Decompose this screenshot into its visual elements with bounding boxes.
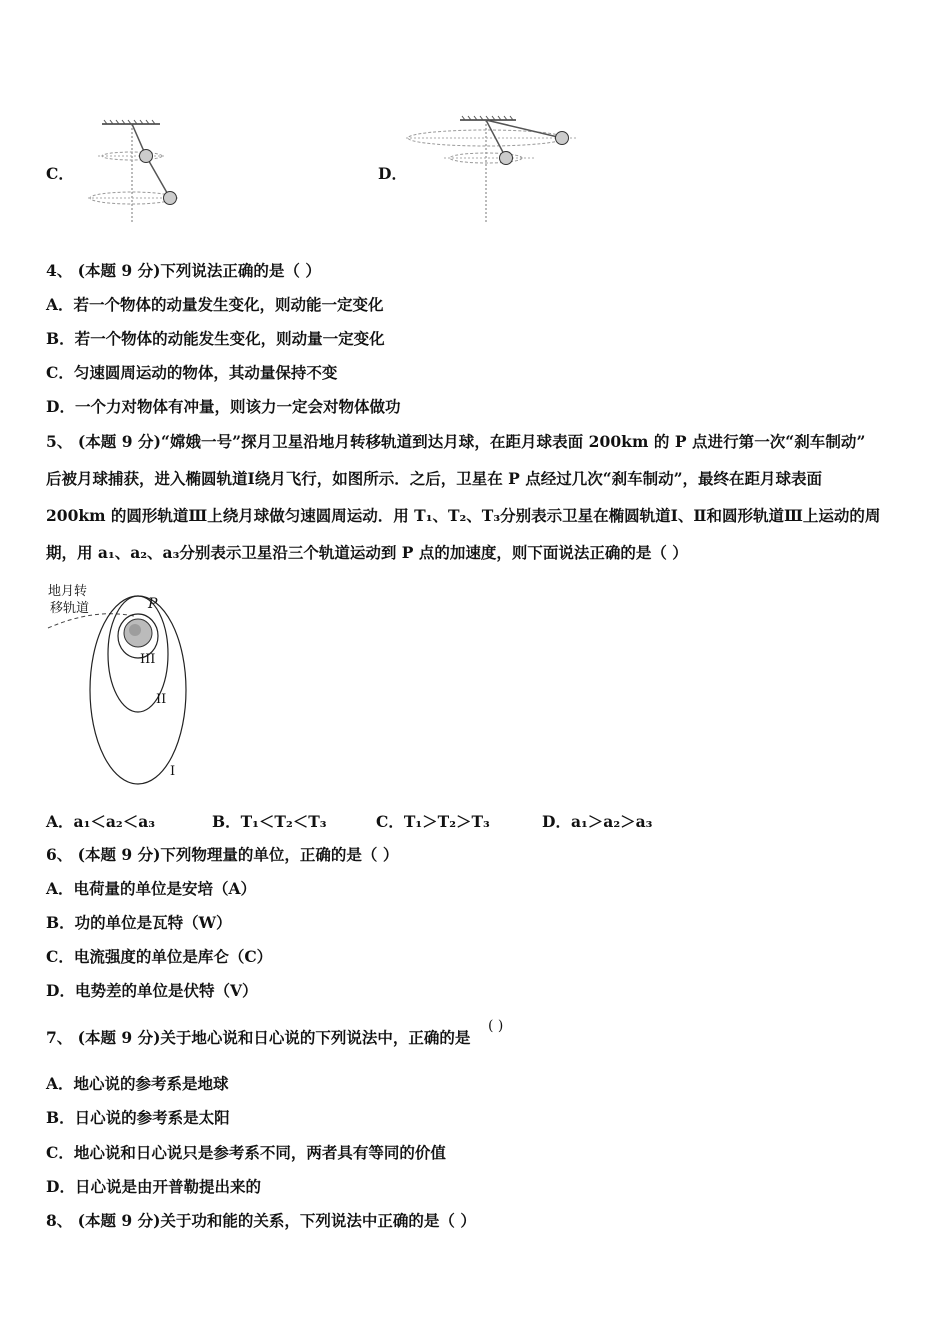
- q7-option-d: D．日心说是由开普勒提出来的: [46, 1177, 261, 1196]
- q3-option-c-figure: [80, 118, 210, 224]
- q5-stem-line4: 期，用 a₁、a₂、a₃分别表示卫星沿三个轨道运动到 P 点的加速度，则下面说法正确的是（ ）: [46, 543, 688, 562]
- label-orbit-iii: III: [140, 652, 156, 667]
- label-transfer-orbit-2: 移轨道: [50, 601, 90, 616]
- q5-option-a: A．a₁＜a₂＜a₃: [46, 812, 156, 831]
- q8-stem: 8、 (本题 9 分)关于功和能的关系，下列说法中正确的是（ ）: [46, 1211, 476, 1230]
- label-orbit-i: I: [170, 764, 176, 779]
- q6-option-c: C．电流强度的单位是库仑（C）: [46, 947, 273, 966]
- q7-option-a: A．地心说的参考系是地球: [46, 1074, 229, 1093]
- q5-stem-line2: 后被月球捕获，进入椭圆轨道Ⅰ绕月飞行，如图所示．之后，卫星在 P 点经过几次“刹车制动”，最终在距月球表面: [46, 469, 823, 488]
- q6-option-a: A．电荷量的单位是安培（A）: [46, 879, 257, 898]
- q7-option-c: C．地心说和日心说只是参考系不同，两者具有等同的价值: [46, 1143, 446, 1162]
- q5-option-b: B．T₁＜T₂＜T₃: [212, 812, 327, 831]
- q6-option-b: B．功的单位是瓦特（W）: [46, 913, 232, 932]
- label-point-p: P: [148, 596, 158, 612]
- q5-orbit-figure: [44, 578, 204, 788]
- q4-stem: 4、 (本题 9 分)下列说法正确的是（ ）: [46, 261, 321, 280]
- q6-stem: 6、 (本题 9 分)下列物理量的单位，正确的是（ ）: [46, 845, 399, 864]
- q4-option-a: A．若一个物体的动量发生变化，则动能一定变化: [46, 295, 384, 314]
- q3-option-d-figure: [404, 112, 584, 224]
- q7-stem: 7、 (本题 9 分)关于地心说和日心说的下列说法中，正确的是: [46, 1028, 471, 1047]
- label-orbit-ii: II: [156, 692, 167, 707]
- q4-option-b: B．若一个物体的动能发生变化，则动量一定变化: [46, 329, 385, 348]
- q4-option-d: D．一个力对物体有冲量，则该力一定会对物体做功: [46, 397, 401, 416]
- q5-option-d: D．a₁＞a₂＞a₃: [542, 812, 653, 831]
- q5-option-c: C．T₁＞T₂＞T₃: [376, 812, 490, 831]
- q3-option-d-label: D．: [378, 164, 407, 183]
- q7-answer-paren: ( ): [488, 1018, 504, 1034]
- q4-option-c: C．匀速圆周运动的物体，其动量保持不变: [46, 363, 338, 382]
- q3-option-c-label: C．: [46, 164, 74, 183]
- label-transfer-orbit-1: 地月转: [48, 584, 88, 599]
- q5-stem-line1: 5、 (本题 9 分)“嫦娥一号”探月卫星沿地月转移轨道到达月球，在距月球表面 200km 的 P 点进行第一次“刹车制动”: [46, 432, 866, 451]
- q5-stem-line3: 200km 的圆形轨道Ⅲ上绕月球做匀速圆周运动．用 T₁、T₂、T₃分别表示卫星在椭圆轨道Ⅰ、Ⅱ和圆形轨道Ⅲ上运动的周: [46, 506, 881, 525]
- q6-option-d: D．电势差的单位是伏特（V）: [46, 981, 258, 1000]
- q7-option-b: B．日心说的参考系是太阳: [46, 1108, 230, 1127]
